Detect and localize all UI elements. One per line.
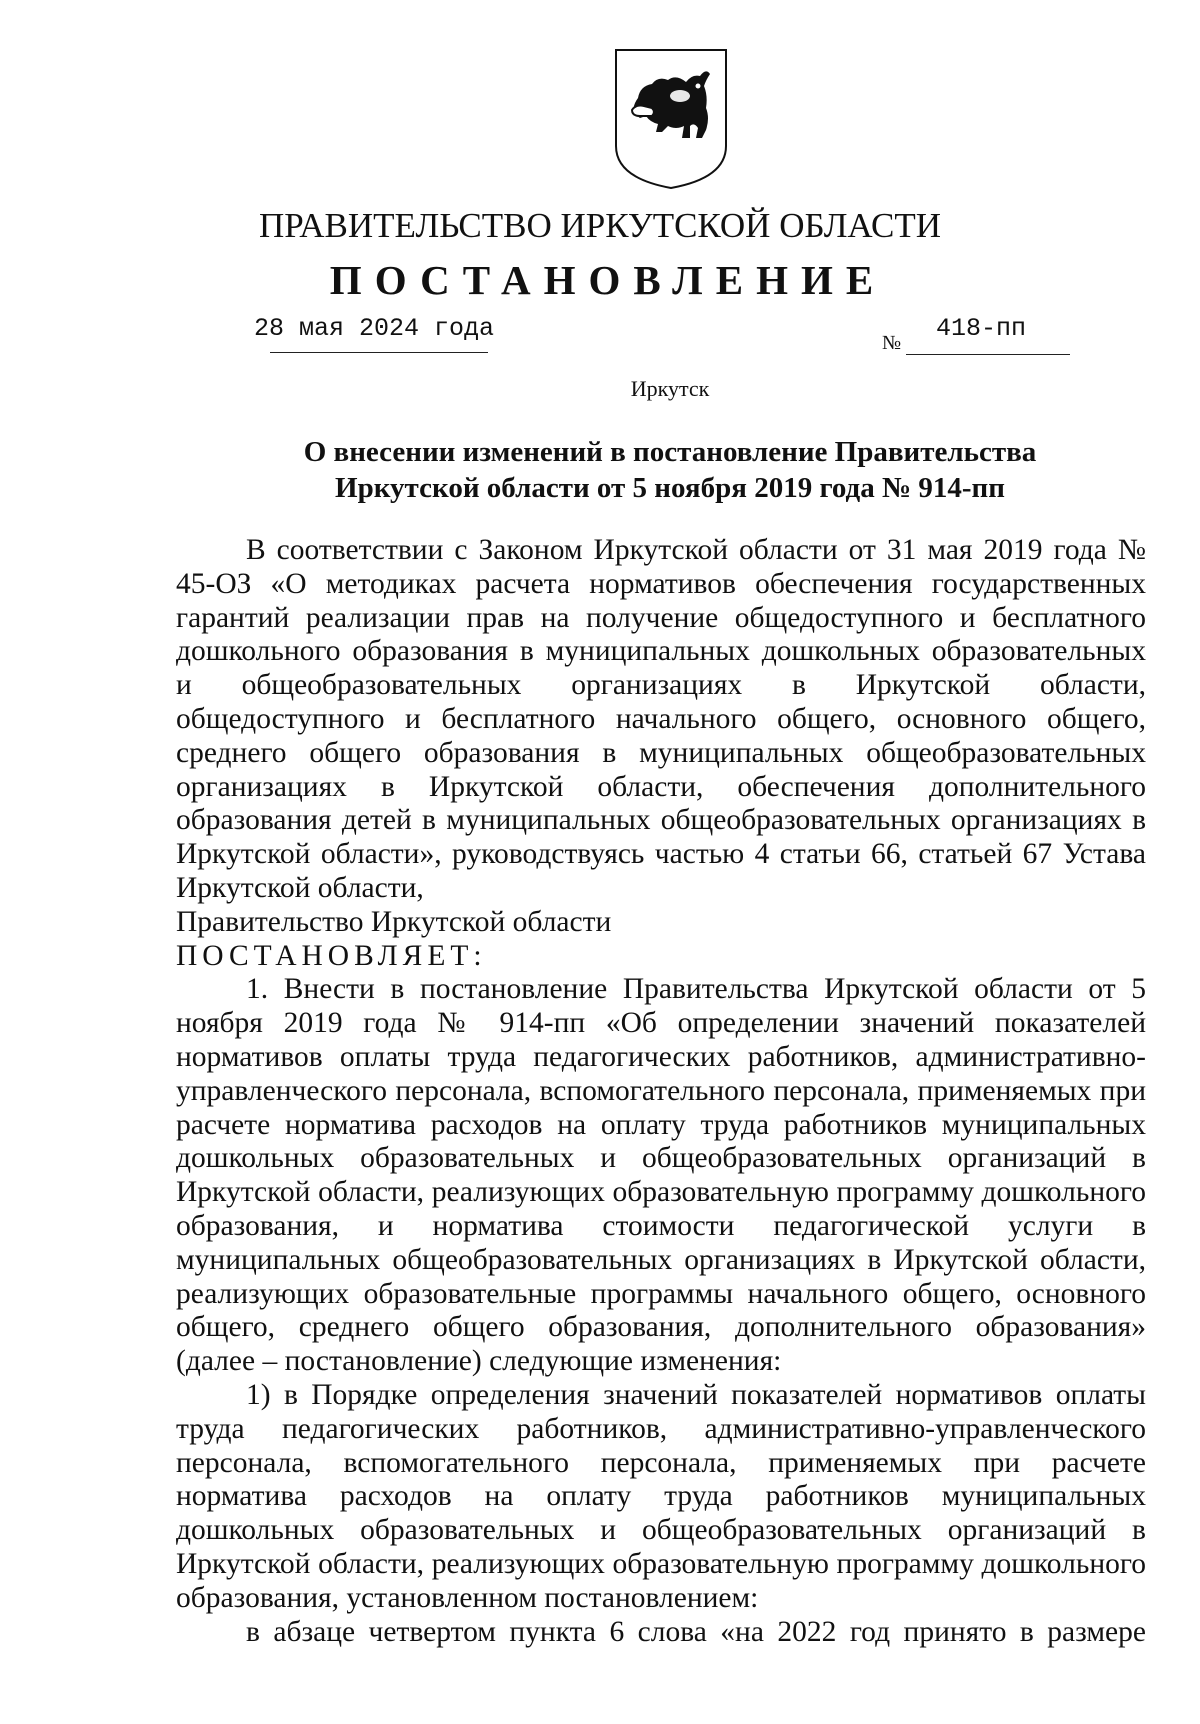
number-underline xyxy=(906,354,1070,355)
authority-title: ПРАВИТЕЛЬСТВО ИРКУТСКОЙ ОБЛАСТИ xyxy=(259,206,941,245)
document-date: 28 мая 2024 года xyxy=(254,314,495,343)
document-subject xyxy=(0,434,1200,506)
preamble-paragraph: В соответствии с Законом Иркутской области от 31 мая 2019 года № 45-ОЗ «О методиках расчета нормативов обеспечения государственных гарантий реализации прав на получение общедоступного и бесплатного дошкольного образования в муниципальных дошкольных образовательных и общеобразовательных организациях в Иркутской области, общедоступного и бесплатного начального общего, основного общего, среднего общего образования в муниципальных общеобразовательных организациях в Иркутской области, обеспечения дополнительного образования детей в муниципальных общеобразовательных организациях в Иркутской области», руководствуясь частью 4 статьи 66, статьей 67 Устава Иркутской области, xyxy=(176,534,1146,904)
number-sign: № xyxy=(882,332,902,354)
subject-line-1: О внесении изменений в постановление Правительства xyxy=(303,436,1037,468)
document-number: 418-пп xyxy=(936,314,1027,343)
date-underline xyxy=(270,352,488,353)
item-1-paragraph: 1. Внести в постановление Правительства Иркутской области от 5 ноября 2019 года № 914-пп «Об определении значений показателей нормативов оплаты труда педагогических работников, административно-управленческого персонала, вспомогательного персонала, применяемых при расчете норматива расходов на оплату труда работников муниципальных дошкольных образовательных и общеобразовательных организаций в Иркутской области, реализующих образовательную программу дошкольного образования, и норматива стоимости педагогической услуги в муниципальных общеобразовательных организациях в Иркутской области, реализующих образовательные программы начального общего, основного общего, среднего общего образования, дополнительного образования» (далее – постановление) следующие изменения: xyxy=(176,973,1146,1378)
resolves-heading: ПОСТАНОВЛЯЕТ: xyxy=(176,939,487,972)
city-name: Иркутск xyxy=(630,376,710,401)
irkutsk-coat-of-arms-icon xyxy=(610,46,732,192)
document-body xyxy=(176,534,1146,1649)
item-1-1-a-paragraph: в абзаце четвертом пункта 6 слова «на 2022 год принято в размере xyxy=(246,1615,1146,1648)
government-line: Правительство Иркутской области xyxy=(176,905,612,938)
item-1-1-paragraph: 1) в Порядке определения значений показателей нормативов оплаты труда педагогических работников, административно-управленческого персонала, вспомогательного персонала, применяемых при расчете норматива расходов на оплату труда работников муниципальных дошкольных образовательных и общеобразовательных организаций в Иркутской области, реализующих образовательную программу дошкольного образования, установленном постановлением: xyxy=(176,1378,1146,1614)
subject-line-2: Иркутской области от 5 ноября 2019 года № 914-пп xyxy=(335,472,1005,504)
document-type-title: ПОСТАНОВЛЕНИЕ xyxy=(329,257,887,303)
